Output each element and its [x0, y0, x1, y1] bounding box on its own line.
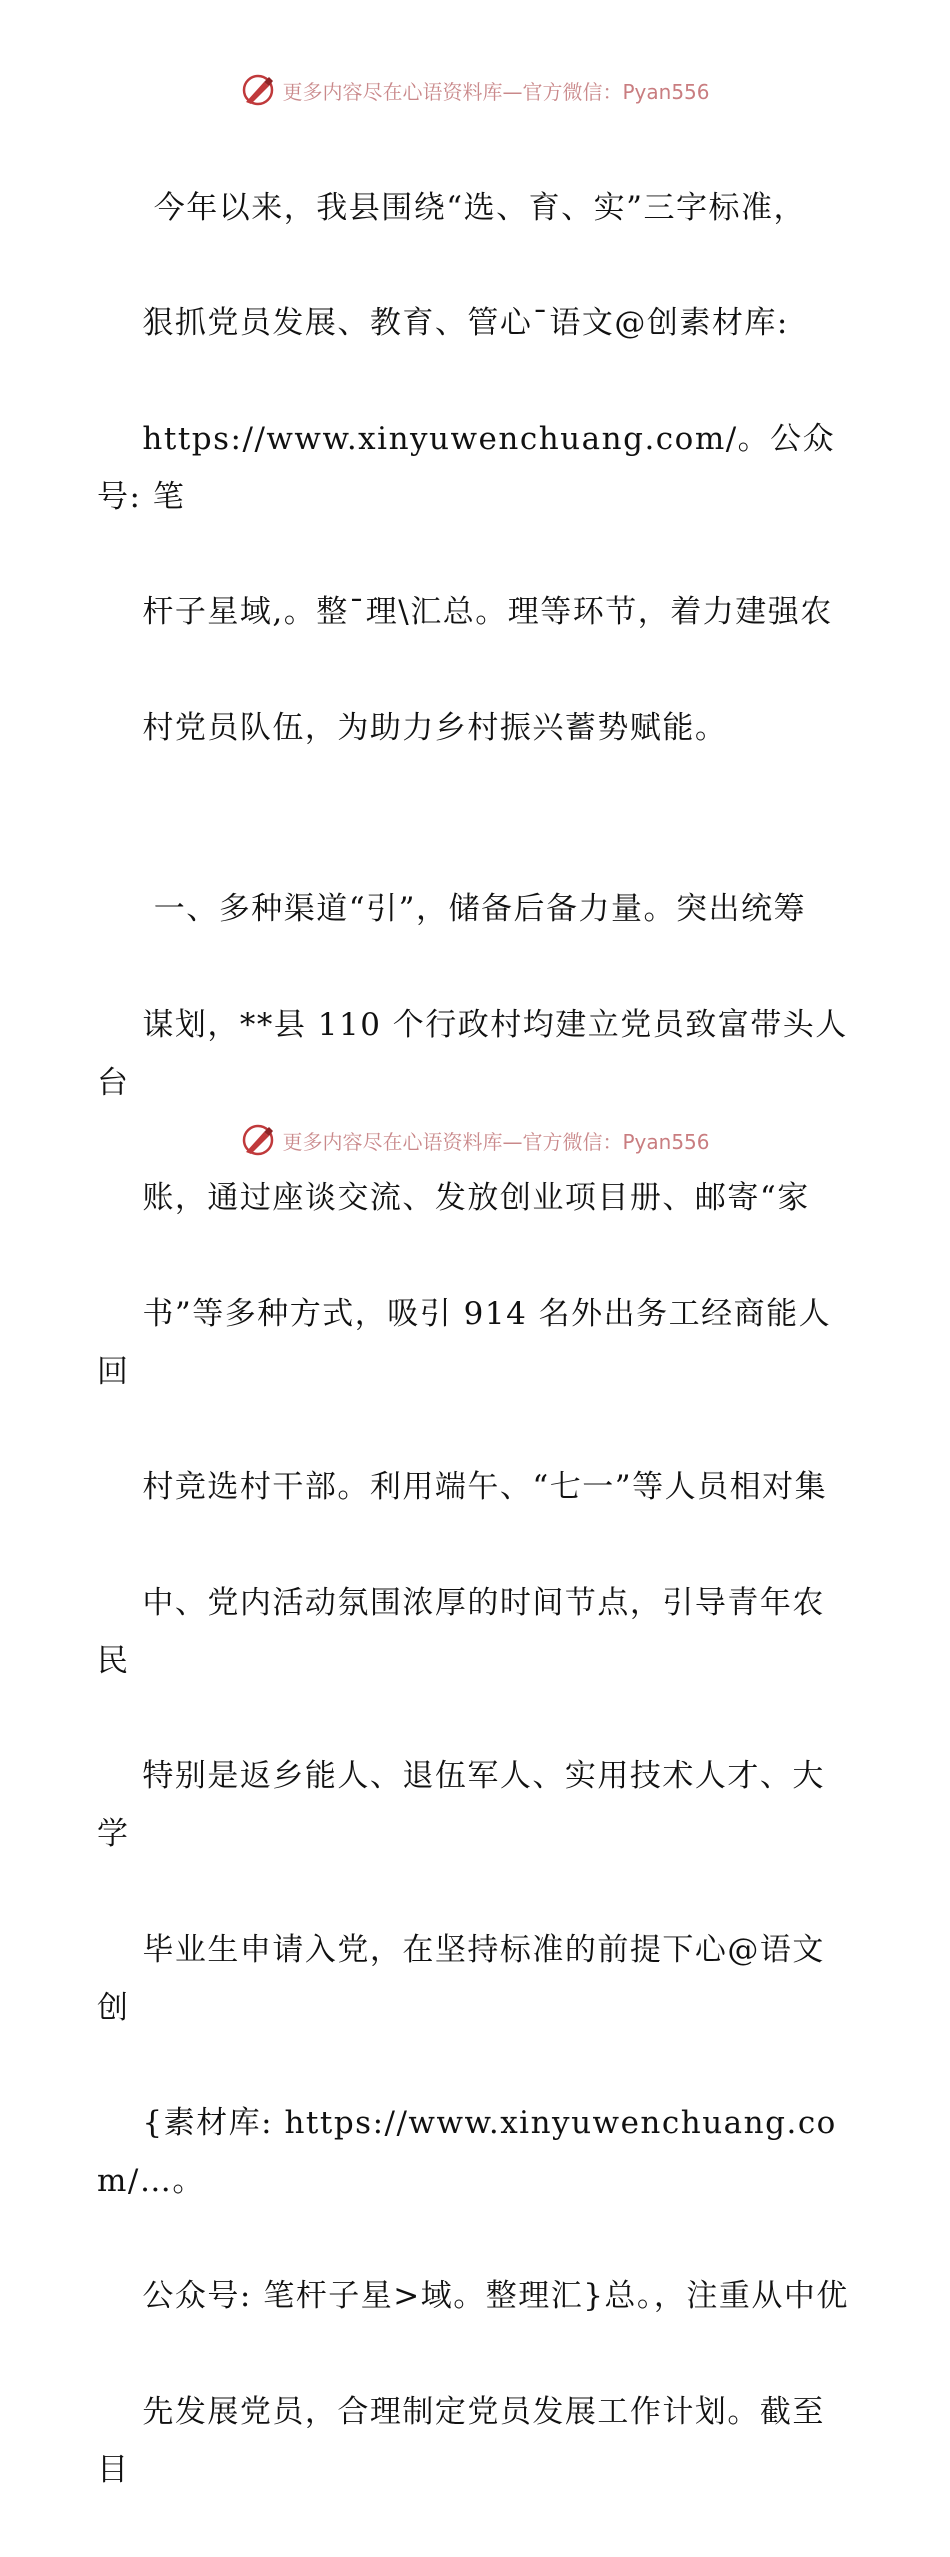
- header-banner-text: 更多内容尽在心语资料库—官方微信：Pyan556: [282, 79, 710, 104]
- text-line: 先发展党员，合理制定党员发展工作计划。截至目: [97, 2394, 825, 2488]
- text-line: 狠抓党员发展、教育、管心¯语文@创素材库:: [142, 305, 789, 342]
- footer-banner: [0, 1120, 950, 1160]
- header-banner: [0, 70, 950, 110]
- text-line: https://www.xinyuwenchuang.com/。公众号: 笔: [97, 420, 836, 515]
- text-line: 公众号: 笔杆子星>域。整理汇}总。，注重从中优: [142, 2278, 849, 2315]
- pen-logo-icon: [240, 1122, 276, 1158]
- text-line: 一、多种渠道“引”，储备后备力量。突出统筹: [142, 891, 806, 928]
- footer-banner-text: 更多内容尽在心语资料库—官方微信：Pyan556: [282, 1129, 710, 1154]
- text-line: 特别是返乡能人、退伍军人、实用技术人才、大学: [97, 1758, 825, 1853]
- text-line: 村党员队伍，为助力乡村振兴蓄势赋能。: [142, 709, 728, 746]
- text-line: 账，通过座谈交流、发放创业项目册、邮寄“家: [142, 1180, 810, 1217]
- text-line: 谋划，**县 110 个行政村均建立党员致富带头人台: [97, 1006, 848, 1101]
- paragraph-2: [97, 824, 857, 2557]
- text-line: 今年以来，我县围绕“选、育、实”三字标准，: [142, 189, 806, 226]
- document-body: [97, 122, 857, 2557]
- text-line: 毕业生申请入党，在坚持标准的前提下心@语文创: [97, 1931, 825, 2026]
- text-line: 杆子星域,。整¯理\汇总。理等环节，着力建强农: [142, 594, 833, 631]
- pen-logo-icon: [240, 72, 276, 108]
- text-line: {素材库: https://www.xinyuwenchuang.com/…。: [97, 2105, 837, 2199]
- paragraph-1: [97, 122, 857, 816]
- text-line: 中、党内活动氛围浓厚的时间节点，引导青年农民: [97, 1584, 825, 1679]
- text-line: 书”等多种方式，吸引 914 名外出务工经商能人回: [97, 1295, 832, 1390]
- text-line: 村竞选村干部。利用端午、“七一”等人员相对集: [142, 1469, 828, 1506]
